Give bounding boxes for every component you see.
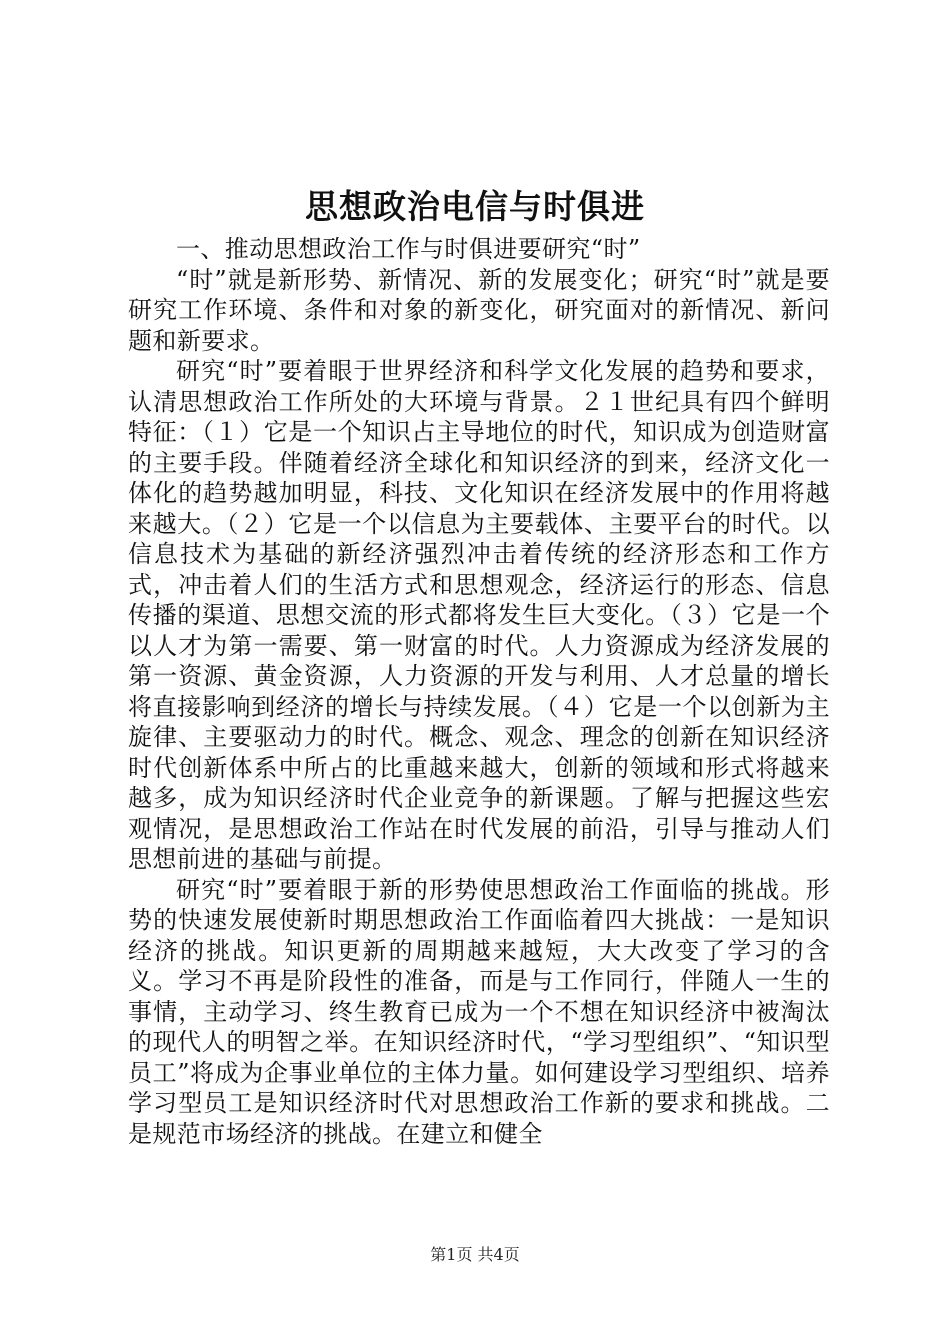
document-body [128, 234, 830, 1149]
section-heading: 一、推动思想政治工作与时俱进要研究“时” [176, 235, 641, 263]
paragraph: “时”就是新形势、新情况、新的发展变化；研究“时”就是要研究工作环境、条件和对象的新变化，研究面对的新情况、新问题和新要求。 [128, 265, 830, 355]
page-number-footer: 第1页 共4页 [430, 1245, 520, 1264]
paragraph: 研究“时”要着眼于世界经济和科学文化发展的趋势和要求，认清思想政治工作所处的大环境与背景。２１世纪具有四个鲜明特征：（１）它是一个知识占主导地位的时代，知识成为创造财富的主要手段。伴随着经济全球化和知识经济的到来，经济文化一体化的趋势越加明显，科技、文化知识在经济发展中的作用将越来越大。（２）它是一个以信息为主要载体、主要平台的时代。以信息技术为基础的新经济强烈冲击着传统的经济形态和工作方式，冲击着人们的生活方式和思想观念，经济运行的形态、信息传播的渠道、思想交流的形式都将发生巨大变化。（３）它是一个以人才为第一需要、第一财富的时代。人力资源成为经济发展的第一资源、黄金资源，人力资源的开发与利用、人才总量的增长将直接影响到经济的增长与持续发展。（４）它是一个以创新为主旋律、主要驱动力的时代。概念、观念、理念的创新在知识经济时代创新体系中所占的比重越来越大，创新的领域和形式将越来越多，成为知识经济时代企业竞争的新课题。了解与把握这些宏观情况，是思想政治工作站在时代发展的前沿，引导与推动人们思想前进的基础与前提。 [128, 357, 830, 873]
paragraph: 研究“时”要着眼于新的形势使思想政治工作面临的挑战。形势的快速发展使新时期思想政治工作面临着四大挑战：一是知识经济的挑战。知识更新的周期越来越短，大大改变了学习的含义。学习不再是阶段性的准备，而是与工作同行，伴随人一生的事情，主动学习、终生教育已成为一个不想在知识经济中被淘汰的现代人的明智之举。在知识经济时代，“学习型组织”、“知识型员工”将成为企事业单位的主体力量。如何建设学习型组织、培养学习型员工是知识经济时代对思想政治工作新的要求和挑战。二是规范市场经济的挑战。在建立和健全 [128, 875, 830, 1148]
document-title: 思想政治电信与时俱进 [305, 187, 645, 226]
